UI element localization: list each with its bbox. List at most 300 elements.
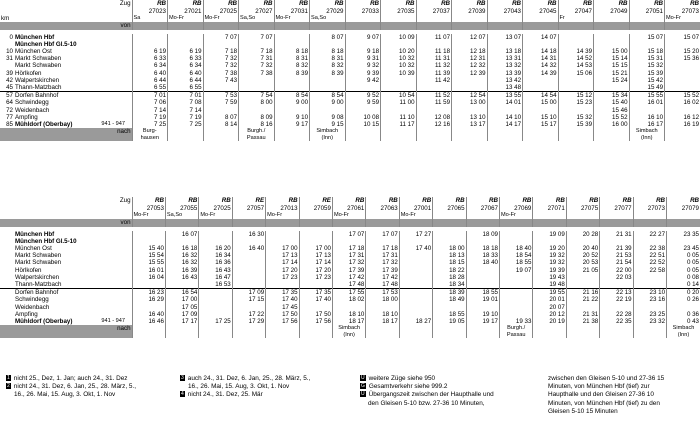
time-cell: 11 39 xyxy=(416,70,452,77)
time-cell: 17 39 xyxy=(366,267,399,274)
time-cell xyxy=(199,296,232,303)
time-cell: 16 02 xyxy=(665,99,700,106)
blank-cell xyxy=(14,15,132,22)
time-cell: 18 33 xyxy=(466,252,499,259)
time-cell xyxy=(310,41,346,48)
km-value: 42 xyxy=(6,76,13,84)
time-cell: 20 12 xyxy=(533,311,566,318)
time-cell: 22 27 xyxy=(633,231,666,238)
train-days xyxy=(523,15,559,22)
time-cell: 21 39 xyxy=(600,245,633,252)
train-number: 27059 xyxy=(299,205,332,212)
time-cell xyxy=(665,107,700,114)
station-table-ref xyxy=(94,238,126,245)
time-cell: 14 39 xyxy=(523,70,559,77)
time-cell: 17 45 xyxy=(266,304,299,311)
station-table-ref xyxy=(94,311,126,318)
time-cell: 10 54 xyxy=(381,92,417,100)
time-cell: 17 20 xyxy=(299,267,332,274)
time-cell: 19 07 xyxy=(499,267,532,274)
time-cell: 16 40 xyxy=(232,245,265,252)
time-cell xyxy=(165,281,198,289)
time-cell: 14 10 xyxy=(487,114,523,121)
time-cell: 15 06 xyxy=(558,70,594,77)
time-cell: 17 18 xyxy=(332,245,365,252)
time-cell: 8 31 xyxy=(310,55,346,62)
footnote-key: 4 xyxy=(181,391,184,398)
time-cell: 6 19 xyxy=(168,48,204,55)
train-days: Mo-Fr xyxy=(132,212,165,219)
time-cell xyxy=(433,231,466,238)
time-cell: 11 32 xyxy=(416,62,452,69)
time-cell: 6 34 xyxy=(132,62,168,69)
station-name: Markt Schwaben xyxy=(15,259,62,267)
time-cell xyxy=(381,41,417,48)
time-cell xyxy=(499,289,532,297)
time-cell: 11 52 xyxy=(416,92,452,100)
time-cell: 17 20 xyxy=(266,267,299,274)
train-number: 27037 xyxy=(416,8,452,15)
time-cell: 8 00 xyxy=(239,99,275,106)
time-cell xyxy=(274,107,310,114)
km-value: 64 xyxy=(6,99,13,107)
time-cell: 9 00 xyxy=(310,99,346,106)
time-cell: 6 40 xyxy=(132,70,168,77)
train-number: 27051 xyxy=(629,8,665,15)
station-table-ref xyxy=(94,34,126,41)
time-cell: 16 53 xyxy=(199,281,232,289)
time-cell xyxy=(466,238,499,245)
destination-cell: Simbach (Inn) xyxy=(629,128,665,141)
time-cell: 17 15 xyxy=(232,296,265,303)
station-table-ref xyxy=(94,231,126,238)
destination-cell xyxy=(523,128,559,141)
destination-cell xyxy=(299,325,332,338)
time-cell: 17 23 xyxy=(266,274,299,281)
time-cell: 6 44 xyxy=(132,77,168,84)
time-cell xyxy=(132,231,165,238)
train-type: RB xyxy=(332,197,365,205)
train-number: 27043 xyxy=(487,8,523,15)
train-days xyxy=(366,212,399,219)
time-cell xyxy=(523,41,559,48)
train-type: RB xyxy=(594,0,630,8)
time-cell xyxy=(416,107,452,114)
time-cell: 11 59 xyxy=(416,99,452,106)
time-cell: 21 16 xyxy=(566,289,599,297)
time-cell: 17 17 xyxy=(165,318,198,325)
time-cell: 16 32 xyxy=(165,252,198,259)
origin-cell xyxy=(566,219,599,226)
time-cell xyxy=(416,84,452,92)
km-value xyxy=(0,62,14,69)
footnote-key: 2 xyxy=(7,383,10,390)
station-name: Schwindegg xyxy=(15,296,49,304)
time-cell xyxy=(399,238,432,245)
time-cell: 18 34 xyxy=(433,281,466,289)
origin-cell xyxy=(332,219,365,226)
time-cell: 13 17 xyxy=(452,121,488,128)
time-cell: 22 28 xyxy=(600,311,633,318)
time-cell: 15 55 xyxy=(132,259,165,266)
time-cell: 17 39 xyxy=(332,267,365,274)
time-cell: 7 14 xyxy=(132,107,168,114)
time-cell: 17 00 xyxy=(165,296,198,303)
time-cell: 14 53 xyxy=(558,62,594,69)
time-cell: 16 23 xyxy=(132,289,165,297)
time-cell: 17 32 xyxy=(332,259,365,266)
train-days: Mo-Fr xyxy=(399,212,432,219)
time-cell: 22 19 xyxy=(600,296,633,303)
time-cell: 6 40 xyxy=(168,70,204,77)
time-cell xyxy=(558,34,594,41)
km-cell xyxy=(0,128,14,141)
destination-cell xyxy=(594,128,630,141)
time-cell xyxy=(399,274,432,281)
footnote-item xyxy=(368,400,485,408)
destination-cell xyxy=(452,128,488,141)
station-table-ref xyxy=(94,92,126,100)
time-cell xyxy=(665,62,700,69)
timetable-table-1 xyxy=(0,0,700,141)
destination-cell: Simbach (Inn) xyxy=(667,325,700,338)
time-cell: 16 54 xyxy=(165,289,198,297)
time-cell xyxy=(232,252,265,259)
destination-cell xyxy=(168,128,204,141)
time-cell: 10 39 xyxy=(381,70,417,77)
time-cell xyxy=(274,34,310,41)
time-cell: 20 53 xyxy=(566,259,599,266)
time-cell xyxy=(452,77,488,84)
time-cell: 15 14 xyxy=(594,55,630,62)
time-cell: 6 33 xyxy=(132,55,168,62)
destination-cell xyxy=(633,325,666,338)
train-days: Mo-Fr xyxy=(274,15,310,22)
time-cell: 9 17 xyxy=(274,121,310,128)
time-cell: 8 07 xyxy=(310,34,346,41)
station-table-ref xyxy=(94,77,126,84)
time-cell: 19 48 xyxy=(533,281,566,289)
timetable-table-2 xyxy=(0,197,700,338)
time-cell: 18 13 xyxy=(433,252,466,259)
time-cell: 17 07 xyxy=(366,231,399,238)
footnote-key: Ü xyxy=(361,375,365,381)
time-cell: 17 50 xyxy=(266,311,299,318)
train-number: 27001 xyxy=(399,205,432,212)
km-value xyxy=(0,311,14,318)
origin-cell xyxy=(499,219,532,226)
time-cell: 13 10 xyxy=(452,114,488,121)
station-table-ref xyxy=(94,281,126,289)
train-type: RB xyxy=(132,197,165,205)
train-number: 27071 xyxy=(533,205,566,212)
time-cell xyxy=(239,107,275,114)
timetable-block-1 xyxy=(0,0,700,190)
time-cell: 12 39 xyxy=(452,70,488,77)
train-days: Sa,So xyxy=(310,15,346,22)
time-cell xyxy=(558,84,594,92)
footnote-text: Gesamtverkehr siehe 999.2 xyxy=(368,383,448,391)
time-cell: 14 31 xyxy=(523,55,559,62)
time-cell: 18 22 xyxy=(433,267,466,274)
train-type: RB xyxy=(566,197,599,205)
time-cell: 9 10 xyxy=(274,114,310,121)
time-cell: 20 28 xyxy=(566,231,599,238)
train-number: 27075 xyxy=(566,205,599,212)
km-value xyxy=(0,304,14,311)
time-cell xyxy=(239,41,275,48)
time-cell: 11 17 xyxy=(381,121,417,128)
time-cell: 17 14 xyxy=(266,259,299,266)
footnote-text: nicht 24., 31. Dez, 25. Mär xyxy=(187,391,263,399)
footnote-text: zwischen den Gleisen 5-10 und 27-36 15 xyxy=(548,375,665,382)
time-cell: 9 00 xyxy=(274,99,310,106)
origin-cell xyxy=(232,219,265,226)
time-cell: 16 18 xyxy=(165,245,198,252)
origin-cell xyxy=(266,219,299,226)
time-cell xyxy=(466,281,499,289)
time-cell: 7 32 xyxy=(239,62,275,69)
time-cell: 11 31 xyxy=(416,55,452,62)
time-cell: 18 10 xyxy=(332,311,365,318)
time-cell xyxy=(487,107,523,114)
time-cell: 17 29 xyxy=(232,318,265,325)
time-cell: 7 38 xyxy=(203,70,239,77)
time-cell: 7 59 xyxy=(203,99,239,106)
destination-cell xyxy=(381,128,417,141)
time-cell: 17 50 xyxy=(299,311,332,318)
time-cell xyxy=(232,267,265,274)
train-number: 27045 xyxy=(523,8,559,15)
time-cell: 18 00 xyxy=(366,296,399,303)
time-cell xyxy=(665,84,700,92)
station-table-ref xyxy=(94,41,126,48)
time-cell: 17 42 xyxy=(332,274,365,281)
destination-cell xyxy=(566,325,599,338)
station-table-ref xyxy=(94,55,126,62)
time-cell: 22 00 xyxy=(600,267,633,274)
train-type: RB xyxy=(416,0,452,8)
time-cell: 20 07 xyxy=(533,304,566,311)
time-cell: 18 40 xyxy=(466,259,499,266)
time-cell xyxy=(452,107,488,114)
time-cell: 16 43 xyxy=(165,274,198,281)
blank-cell xyxy=(14,8,132,15)
train-type: RB xyxy=(381,0,417,8)
time-cell: 17 23 xyxy=(299,274,332,281)
time-cell: 21 05 xyxy=(566,267,599,274)
time-cell: 17 25 xyxy=(199,318,232,325)
km-value xyxy=(0,245,14,252)
time-cell: 17 13 xyxy=(266,252,299,259)
origin-cell xyxy=(466,219,499,226)
blank-cell xyxy=(14,212,132,219)
time-cell xyxy=(499,274,532,281)
train-days xyxy=(487,15,523,22)
origin-cell xyxy=(366,219,399,226)
destination-cell xyxy=(487,128,523,141)
time-cell: 11 00 xyxy=(381,99,417,106)
time-cell: 15 52 xyxy=(665,92,700,100)
station-name: München Ost xyxy=(15,48,52,56)
time-cell: 23 25 xyxy=(633,311,666,318)
time-cell xyxy=(381,84,417,92)
time-cell: 11 18 xyxy=(416,48,452,55)
time-cell: 13 32 xyxy=(487,62,523,69)
origin-cell xyxy=(433,219,466,226)
train-number: 27053 xyxy=(132,205,165,212)
time-cell xyxy=(633,238,666,245)
time-cell: 18 55 xyxy=(433,311,466,318)
time-cell xyxy=(310,84,346,92)
destination-cell xyxy=(345,128,381,141)
time-cell xyxy=(274,84,310,92)
time-cell: 9 42 xyxy=(345,77,381,84)
time-cell: 17 31 xyxy=(332,252,365,259)
footnote-item xyxy=(548,400,660,408)
time-cell: 9 59 xyxy=(345,99,381,106)
train-number: 27023 xyxy=(132,8,168,15)
time-cell: 8 39 xyxy=(310,70,346,77)
origin-cell xyxy=(594,22,630,29)
time-cell: 13 39 xyxy=(487,70,523,77)
time-cell: 0 05 xyxy=(667,252,700,259)
station-name: München Hbf Gl.5-10 xyxy=(15,237,77,245)
origin-cell xyxy=(310,22,346,29)
train-days: Mo-Fr xyxy=(332,212,365,219)
time-cell xyxy=(366,238,399,245)
time-cell: 14 17 xyxy=(487,121,523,128)
station-name: Mühldorf (Oberbay) xyxy=(15,318,73,326)
km-value xyxy=(0,289,14,297)
time-cell: 6 55 xyxy=(168,84,204,92)
km-value xyxy=(0,238,14,245)
destination-cell xyxy=(266,325,299,338)
time-cell: 17 42 xyxy=(366,274,399,281)
origin-cell xyxy=(274,22,310,29)
time-cell xyxy=(566,238,599,245)
train-days xyxy=(381,15,417,22)
time-cell: 14 07 xyxy=(523,34,559,41)
time-cell: 6 44 xyxy=(168,77,204,84)
time-cell xyxy=(600,238,633,245)
footnote-text: weitere Züge siehe 950 xyxy=(368,375,436,382)
station-table-ref xyxy=(94,289,126,297)
footnote-text: nicht 24., 31. Dez, 6. Jan, 25., 28. März, 5., xyxy=(13,383,136,391)
origin-cell xyxy=(629,22,665,29)
train-number: 27027 xyxy=(239,8,275,15)
time-cell: 6 55 xyxy=(132,84,168,92)
km-label xyxy=(0,212,14,219)
train-days xyxy=(594,15,630,22)
time-cell: 7 43 xyxy=(203,77,239,84)
footnote-text: auch 24., 31. Dez, 6. Jan, 25., 28. März, 5., xyxy=(187,375,311,382)
origin-cell xyxy=(416,22,452,29)
time-cell: 17 27 xyxy=(399,231,432,238)
train-type: RB xyxy=(199,197,232,205)
time-cell xyxy=(199,304,232,311)
time-cell xyxy=(433,238,466,245)
time-cell: 19 09 xyxy=(533,231,566,238)
station-name: Walpertskirchen xyxy=(15,273,60,281)
time-cell xyxy=(466,304,499,311)
time-cell: 23 35 xyxy=(667,231,700,238)
time-cell xyxy=(452,84,488,92)
time-cell: 15 39 xyxy=(629,70,665,77)
time-cell: 15 55 xyxy=(629,92,665,100)
time-cell: 7 19 xyxy=(168,114,204,121)
train-type: RB xyxy=(239,0,275,8)
timetable-block-2 xyxy=(0,197,700,371)
destination-cell xyxy=(132,325,165,338)
km-value xyxy=(0,252,14,259)
time-cell xyxy=(399,281,432,289)
footnote-item xyxy=(6,375,127,383)
train-number: 27047 xyxy=(558,8,594,15)
time-cell xyxy=(399,304,432,311)
time-cell: 16 00 xyxy=(594,121,630,128)
time-cell xyxy=(452,41,488,48)
time-cell: 0 36 xyxy=(667,311,700,318)
time-cell xyxy=(132,238,165,245)
time-cell xyxy=(594,34,630,41)
time-cell: 17 55 xyxy=(332,289,365,297)
destination-cell xyxy=(558,128,594,141)
time-cell: 17 48 xyxy=(332,281,365,289)
station-name: München Hbf xyxy=(15,230,55,238)
time-cell xyxy=(523,107,559,114)
time-cell: 9 07 xyxy=(345,34,381,41)
station-name: Ampfing xyxy=(15,113,38,121)
time-cell: 19 05 xyxy=(433,318,466,325)
time-cell: 7 18 xyxy=(239,48,275,55)
time-cell: 21 31 xyxy=(566,311,599,318)
time-cell: 15 07 xyxy=(665,34,700,41)
time-cell: 16 34 xyxy=(199,252,232,259)
time-cell: 8 31 xyxy=(274,55,310,62)
station-table-ref xyxy=(94,296,126,303)
time-cell xyxy=(399,289,432,297)
time-cell xyxy=(665,77,700,84)
station-table-ref xyxy=(94,99,126,106)
train-number: 27073 xyxy=(665,8,700,15)
time-cell: 17 00 xyxy=(299,245,332,252)
train-days: Mo-Fr xyxy=(266,212,299,219)
destination-cell xyxy=(466,325,499,338)
origin-cell xyxy=(558,22,594,29)
time-cell: 16 20 xyxy=(199,245,232,252)
train-number: 27063 xyxy=(366,205,399,212)
time-cell: 12 07 xyxy=(452,34,488,41)
time-cell: 18 00 xyxy=(433,245,466,252)
station-table-ref: 941 - 947 xyxy=(101,121,125,128)
time-cell: 22 13 xyxy=(600,289,633,297)
footnote-item xyxy=(360,391,494,399)
km-value: 0 xyxy=(9,33,13,41)
destination-cell: Simbach (Inn) xyxy=(332,325,365,338)
time-cell: 14 01 xyxy=(487,99,523,106)
time-cell: 6 33 xyxy=(168,55,204,62)
station-name: München Hbf Gl.5-10 xyxy=(15,40,77,48)
time-cell xyxy=(594,41,630,48)
train-number: 27031 xyxy=(274,8,310,15)
time-cell xyxy=(332,304,365,311)
time-cell xyxy=(381,77,417,84)
time-cell xyxy=(310,107,346,114)
train-type: RB xyxy=(558,0,594,8)
time-cell: 7 32 xyxy=(203,55,239,62)
time-cell: 14 54 xyxy=(523,92,559,100)
